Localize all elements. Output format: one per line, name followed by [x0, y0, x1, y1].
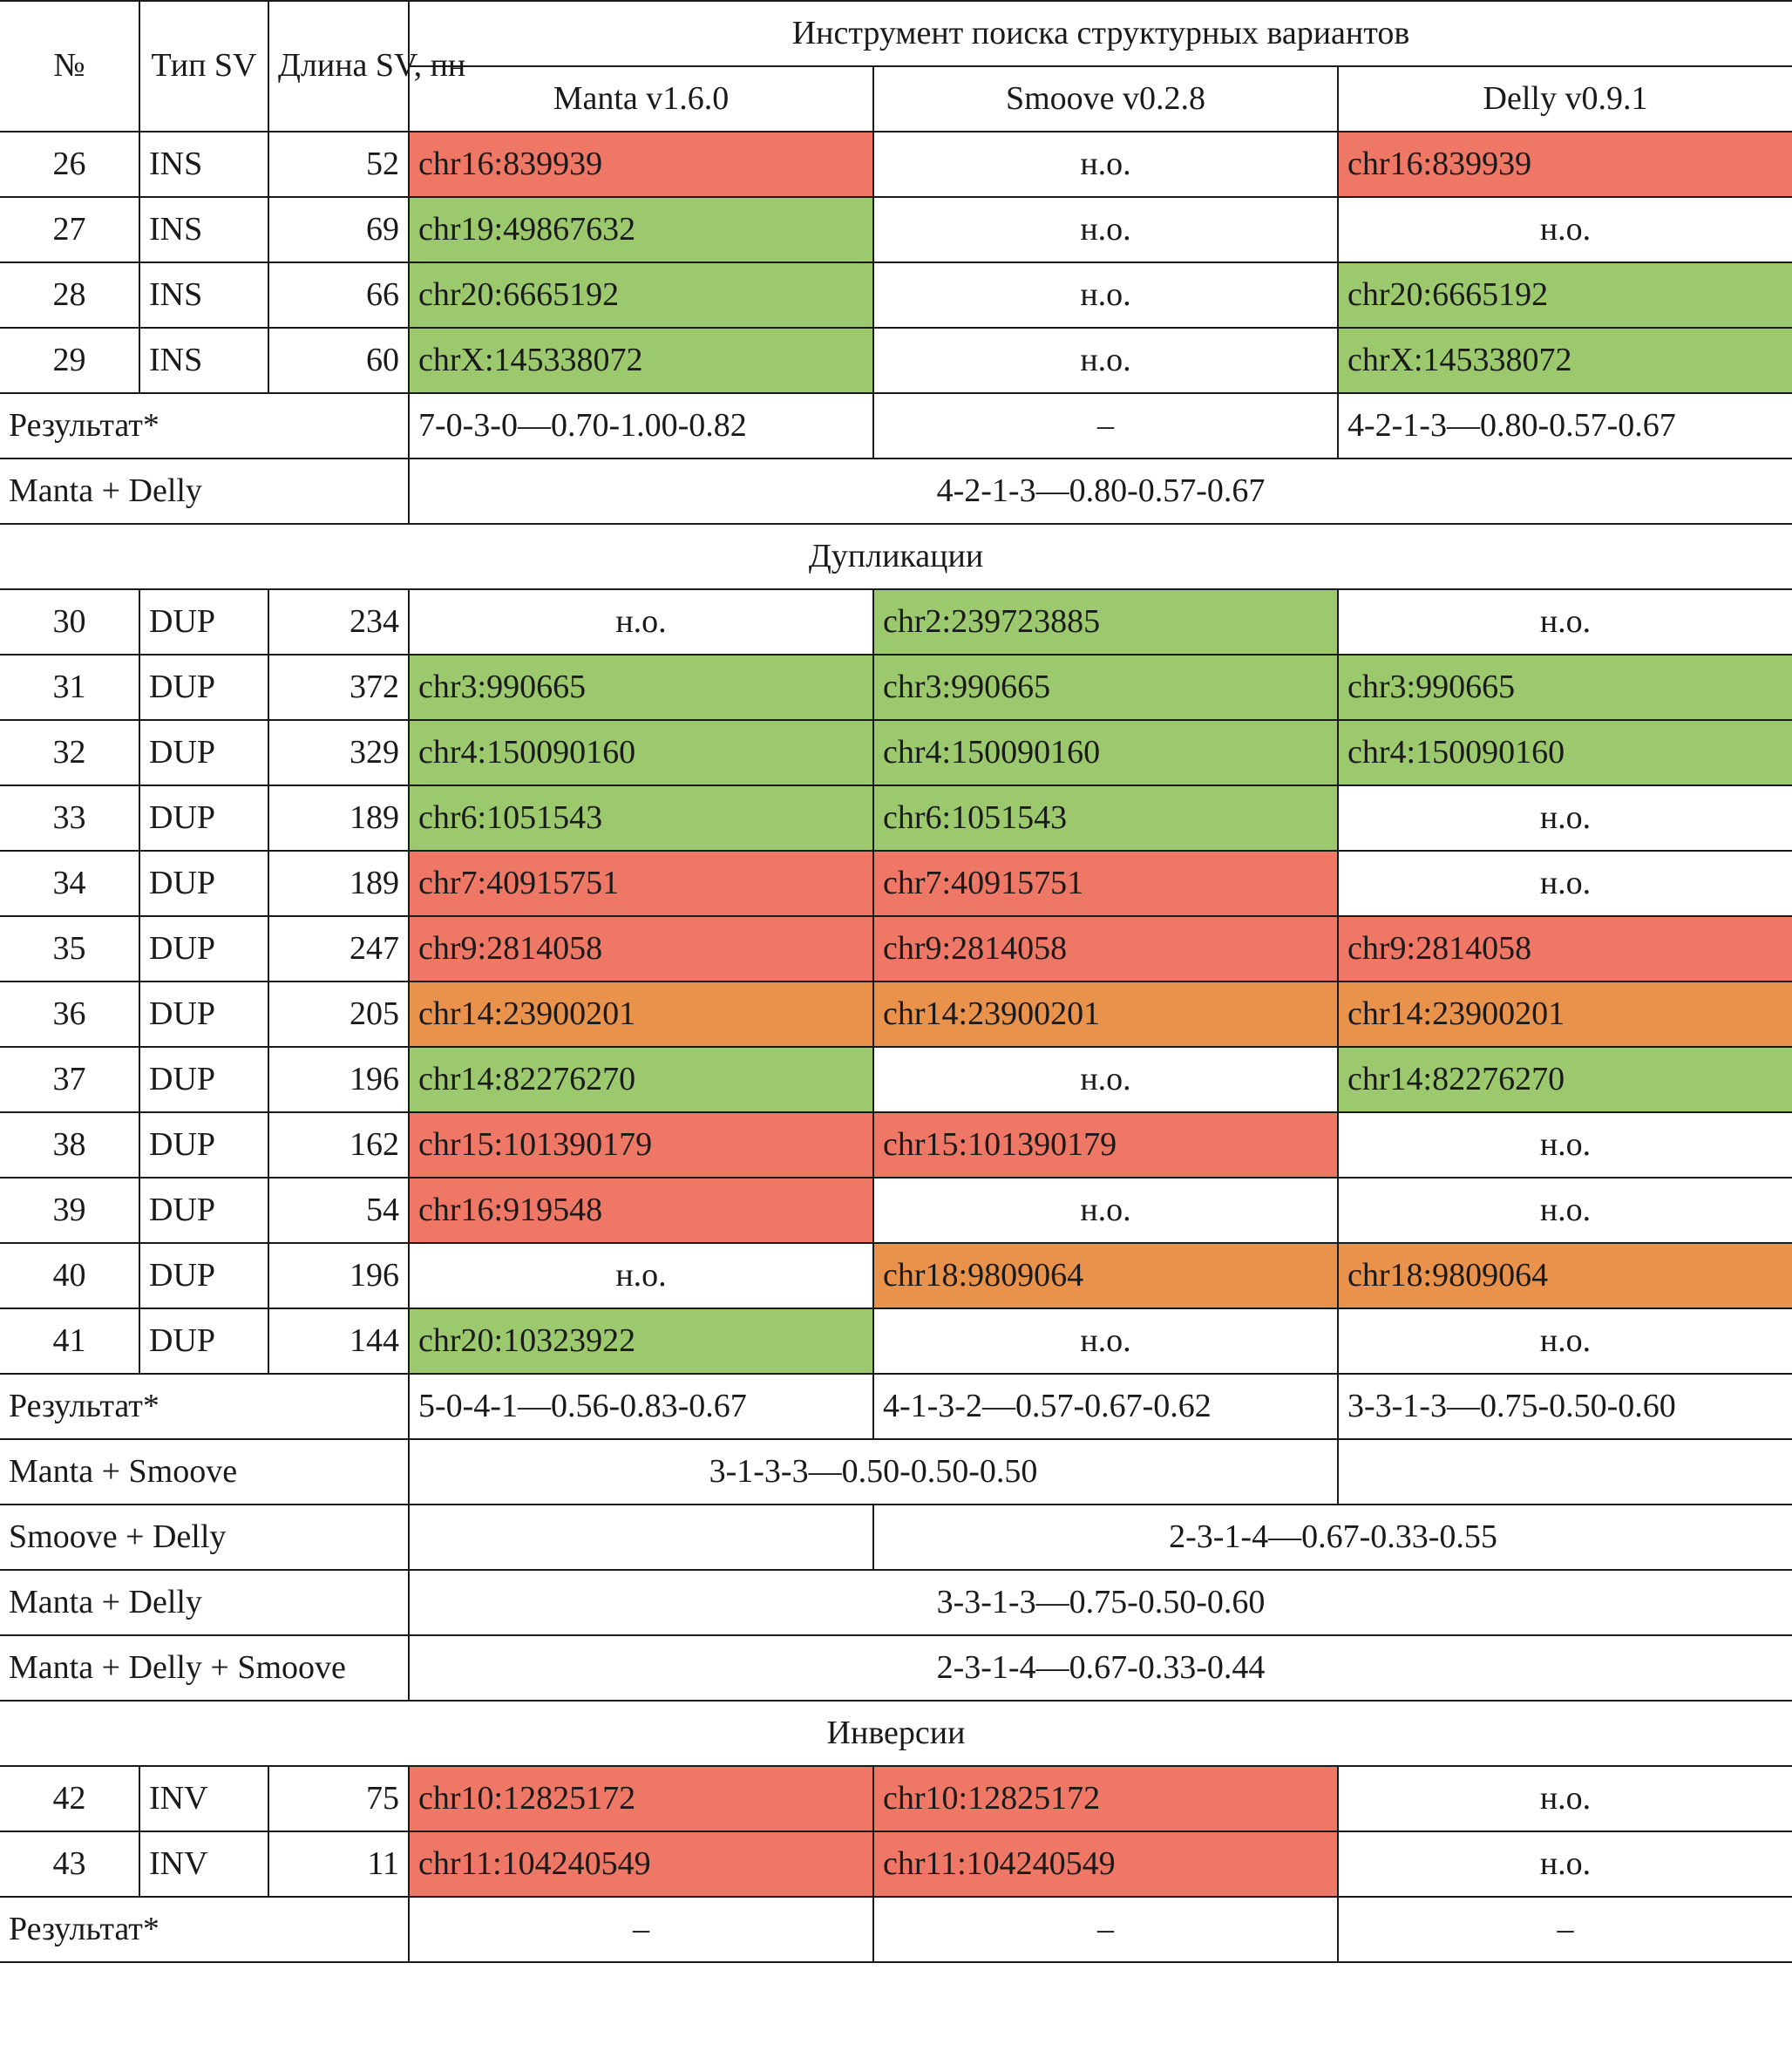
row-type: DUP: [139, 1243, 268, 1308]
table-row: [0, 916, 1792, 982]
smoove-call: н.о.: [873, 1178, 1338, 1243]
header-tool-manta: Manta v1.6.0: [409, 66, 873, 132]
section-row: [0, 1701, 1792, 1766]
combo-row: [0, 459, 1792, 524]
table-row: [0, 197, 1792, 262]
delly-call: н.о.: [1338, 1308, 1792, 1374]
header-sv-length: Длина SV, пн: [268, 1, 409, 132]
row-number: 41: [0, 1308, 139, 1374]
delly-call: chrX:145338072: [1338, 328, 1792, 393]
row-type: DUP: [139, 655, 268, 720]
delly-call: н.о.: [1338, 197, 1792, 262]
smoove-call: chr18:9809064: [873, 1243, 1338, 1308]
delly-call: chr4:150090160: [1338, 720, 1792, 785]
smoove-call: chr6:1051543: [873, 785, 1338, 851]
row-length: 75: [268, 1766, 409, 1831]
row-length: 247: [268, 916, 409, 982]
row-type: INS: [139, 262, 268, 328]
section-row: [0, 524, 1792, 589]
row-length: 69: [268, 197, 409, 262]
manta-call: chr20:6665192: [409, 262, 873, 328]
table-row: [0, 262, 1792, 328]
row-type: INV: [139, 1766, 268, 1831]
smoove-call: chr3:990665: [873, 655, 1338, 720]
row-length: 189: [268, 851, 409, 916]
row-type: DUP: [139, 851, 268, 916]
result-delly: 3-3-1-3—0.75-0.50-0.60: [1338, 1374, 1792, 1439]
row-number: 43: [0, 1831, 139, 1897]
header-row: [0, 1, 1792, 66]
row-type: INV: [139, 1831, 268, 1897]
row-length: 52: [268, 132, 409, 197]
row-type: DUP: [139, 785, 268, 851]
smoove-call: chr11:104240549: [873, 1831, 1338, 1897]
manta-call: chr14:23900201: [409, 982, 873, 1047]
manta-call: chrX:145338072: [409, 328, 873, 393]
result-manta: 5-0-4-1—0.56-0.83-0.67: [409, 1374, 873, 1439]
delly-call: н.о.: [1338, 1831, 1792, 1897]
row-number: 27: [0, 197, 139, 262]
result-manta: –: [409, 1897, 873, 1962]
row-length: 144: [268, 1308, 409, 1374]
manta-call: н.о.: [409, 589, 873, 655]
combo-label: Manta + Delly + Smoove: [0, 1635, 409, 1701]
row-number: 29: [0, 328, 139, 393]
combo-value: 3-3-1-3—0.75-0.50-0.60: [409, 1570, 1792, 1635]
manta-call: chr11:104240549: [409, 1831, 873, 1897]
delly-call: chr3:990665: [1338, 655, 1792, 720]
combo-row: [0, 1635, 1792, 1701]
row-length: 189: [268, 785, 409, 851]
delly-call: н.о.: [1338, 1178, 1792, 1243]
table-row: [0, 1047, 1792, 1112]
smoove-call: chr9:2814058: [873, 916, 1338, 982]
row-number: 35: [0, 916, 139, 982]
row-number: 39: [0, 1178, 139, 1243]
header-tool-delly: Delly v0.9.1: [1338, 66, 1792, 132]
combo-label: Smoove + Delly: [0, 1505, 409, 1570]
row-length: 372: [268, 655, 409, 720]
delly-call: chr16:839939: [1338, 132, 1792, 197]
manta-call: chr19:49867632: [409, 197, 873, 262]
row-type: INS: [139, 132, 268, 197]
combo-value: 2-3-1-4—0.67-0.33-0.44: [409, 1635, 1792, 1701]
manta-call: chr16:919548: [409, 1178, 873, 1243]
row-length: 66: [268, 262, 409, 328]
row-type: DUP: [139, 982, 268, 1047]
section-title-inversions: Инверсии: [0, 1701, 1792, 1766]
row-length: 196: [268, 1243, 409, 1308]
smoove-call: н.о.: [873, 328, 1338, 393]
smoove-call: н.о.: [873, 262, 1338, 328]
combo-label: Manta + Smoove: [0, 1439, 409, 1505]
smoove-call: chr14:23900201: [873, 982, 1338, 1047]
row-type: DUP: [139, 720, 268, 785]
delly-call: chr14:82276270: [1338, 1047, 1792, 1112]
row-length: 205: [268, 982, 409, 1047]
manta-call: chr16:839939: [409, 132, 873, 197]
smoove-call: н.о.: [873, 1047, 1338, 1112]
table-row: [0, 328, 1792, 393]
table-row: [0, 1831, 1792, 1897]
manta-call: chr4:150090160: [409, 720, 873, 785]
delly-call: chr9:2814058: [1338, 916, 1792, 982]
row-number: 40: [0, 1243, 139, 1308]
result-label: Результат*: [0, 393, 409, 459]
delly-call: н.о.: [1338, 785, 1792, 851]
row-number: 37: [0, 1047, 139, 1112]
smoove-call: chr7:40915751: [873, 851, 1338, 916]
row-number: 30: [0, 589, 139, 655]
row-type: DUP: [139, 916, 268, 982]
result-delly: –: [1338, 1897, 1792, 1962]
delly-call: chr14:23900201: [1338, 982, 1792, 1047]
result-manta: 7-0-3-0—0.70-1.00-0.82: [409, 393, 873, 459]
row-length: 54: [268, 1178, 409, 1243]
manta-call: chr20:10323922: [409, 1308, 873, 1374]
table-row: [0, 982, 1792, 1047]
smoove-call: н.о.: [873, 1308, 1338, 1374]
row-type: DUP: [139, 1047, 268, 1112]
table-row: [0, 851, 1792, 916]
header-number: №: [0, 1, 139, 132]
smoove-call: chr2:239723885: [873, 589, 1338, 655]
table-row: [0, 720, 1792, 785]
manta-call: chr7:40915751: [409, 851, 873, 916]
header-tool-smoove: Smoove v0.2.8: [873, 66, 1338, 132]
row-length: 234: [268, 589, 409, 655]
result-row: [0, 1374, 1792, 1439]
delly-call: chr18:9809064: [1338, 1243, 1792, 1308]
combo-value: 4-2-1-3—0.80-0.57-0.67: [409, 459, 1792, 524]
row-length: 162: [268, 1112, 409, 1178]
delly-call: н.о.: [1338, 851, 1792, 916]
row-number: 32: [0, 720, 139, 785]
result-label: Результат*: [0, 1374, 409, 1439]
manta-call: chr3:990665: [409, 655, 873, 720]
delly-call: н.о.: [1338, 1766, 1792, 1831]
manta-call: chr14:82276270: [409, 1047, 873, 1112]
result-delly: 4-2-1-3—0.80-0.57-0.67: [1338, 393, 1792, 459]
manta-call: н.о.: [409, 1243, 873, 1308]
combo-row: [0, 1570, 1792, 1635]
delly-call: н.о.: [1338, 589, 1792, 655]
delly-call: н.о.: [1338, 1112, 1792, 1178]
result-row: [0, 393, 1792, 459]
row-number: 34: [0, 851, 139, 916]
row-length: 196: [268, 1047, 409, 1112]
manta-call: chr6:1051543: [409, 785, 873, 851]
combo-label: Manta + Delly: [0, 459, 409, 524]
table-row: [0, 1308, 1792, 1374]
row-type: DUP: [139, 1112, 268, 1178]
empty-cell: [409, 1505, 873, 1570]
row-type: INS: [139, 328, 268, 393]
smoove-call: chr4:150090160: [873, 720, 1338, 785]
combo-value: 2-3-1-4—0.67-0.33-0.55: [873, 1505, 1792, 1570]
table-row: [0, 1112, 1792, 1178]
table-row: [0, 1766, 1792, 1831]
table-row: [0, 1178, 1792, 1243]
result-smoove: –: [873, 393, 1338, 459]
section-title-duplications: Дупликации: [0, 524, 1792, 589]
smoove-call: н.о.: [873, 197, 1338, 262]
empty-cell: [1338, 1439, 1792, 1505]
combo-row: [0, 1505, 1792, 1570]
row-number: 42: [0, 1766, 139, 1831]
manta-call: chr10:12825172: [409, 1766, 873, 1831]
row-number: 26: [0, 132, 139, 197]
row-length: 60: [268, 328, 409, 393]
header-tool-group: Инструмент поиска структурных вариантов: [409, 1, 1792, 66]
smoove-call: chr10:12825172: [873, 1766, 1338, 1831]
row-number: 33: [0, 785, 139, 851]
result-smoove: 4-1-3-2—0.57-0.67-0.62: [873, 1374, 1338, 1439]
row-number: 28: [0, 262, 139, 328]
result-row: [0, 1897, 1792, 1962]
row-length: 11: [268, 1831, 409, 1897]
table-row: [0, 589, 1792, 655]
result-smoove: –: [873, 1897, 1338, 1962]
manta-call: chr15:101390179: [409, 1112, 873, 1178]
result-label: Результат*: [0, 1897, 409, 1962]
combo-label: Manta + Delly: [0, 1570, 409, 1635]
row-type: DUP: [139, 589, 268, 655]
row-number: 38: [0, 1112, 139, 1178]
row-type: DUP: [139, 1308, 268, 1374]
header-sv-type: Тип SV: [139, 1, 268, 132]
manta-call: chr9:2814058: [409, 916, 873, 982]
delly-call: chr20:6665192: [1338, 262, 1792, 328]
row-number: 36: [0, 982, 139, 1047]
row-number: 31: [0, 655, 139, 720]
smoove-call: chr15:101390179: [873, 1112, 1338, 1178]
table-row: [0, 1243, 1792, 1308]
table-body: [0, 1, 1792, 1962]
table-row: [0, 655, 1792, 720]
row-type: INS: [139, 197, 268, 262]
combo-value: 3-1-3-3—0.50-0.50-0.50: [409, 1439, 1338, 1505]
table-row: [0, 132, 1792, 197]
table-row: [0, 785, 1792, 851]
row-type: DUP: [139, 1178, 268, 1243]
smoove-call: н.о.: [873, 132, 1338, 197]
combo-row: [0, 1439, 1792, 1505]
row-length: 329: [268, 720, 409, 785]
